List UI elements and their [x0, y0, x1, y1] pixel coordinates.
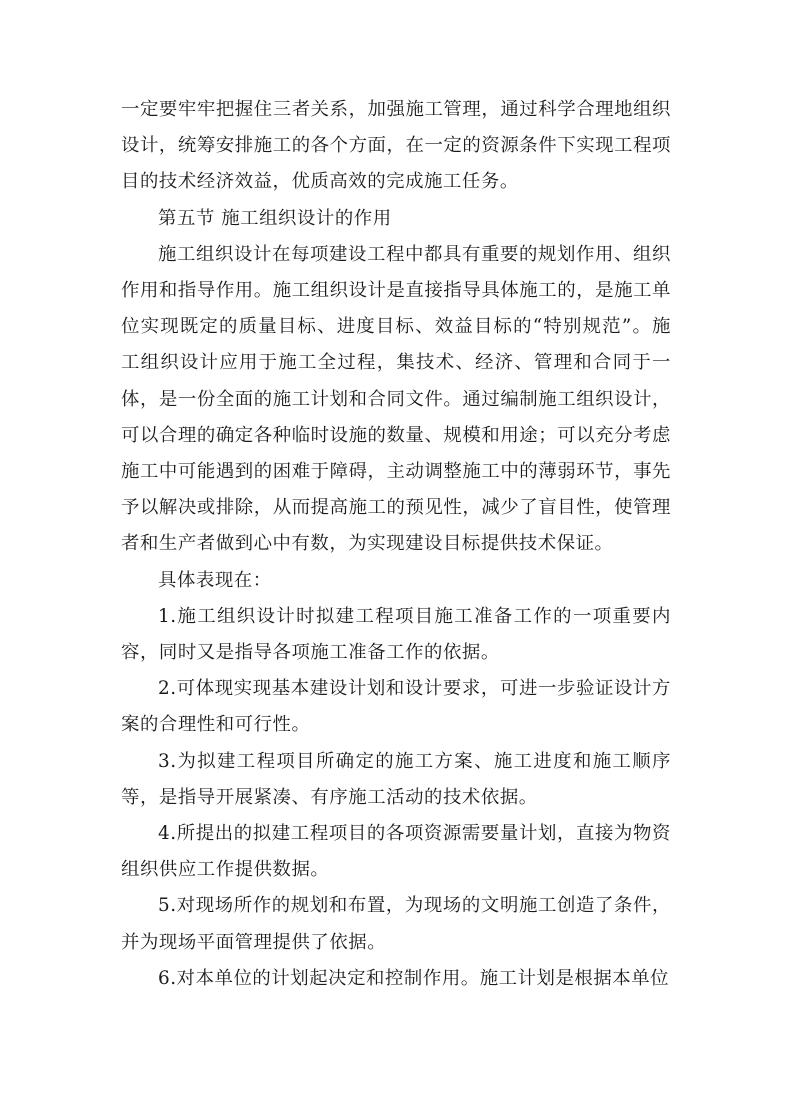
paragraph-continuation: 一定要牢牢把握住三者关系，加强施工管理，通过科学合理地组织设计，统筹安排施工的各个方面，在一定的资源条件下实现工程项目的技术经济效益，优质高效的完成施工任务。	[121, 99, 671, 193]
list-item-3: 3.为拟建工程项目所确定的施工方案、施工进度和施工顺序等，是指导开展紧凑、有序施工活动的技术依据。	[121, 750, 671, 808]
list-item-4: 4.所提出的拟建工程项目的各项资源需要量计划，直接为物资组织供应工作提供数据。	[121, 823, 671, 881]
document-body	[121, 92, 671, 997]
list-item-5: 5.对现场所作的规划和布置，为现场的文明施工创造了条件，并为现场平面管理提供了依据。	[121, 895, 671, 953]
paragraph-role: 施工组织设计在每项建设工程中都具有重要的规划作用、组织作用和指导作用。施工组织设计是直接指导具体施工的，是施工单位实现既定的质量目标、进度目标、效益目标的“特别规范”。施工组织设计应用于施工全过程，集技术、经济、管理和合同于一体，是一份全面的施工计划和合同文件。通过编制施工组织设计，可以合理的确定各种临时设施的数量、规模和用途；可以充分考虑施工中可能遇到的困难于障碍，主动调整施工中的薄弱环节，事先予以解决或排除，从而提高施工的预见性，减少了盲目性，使管理者和生产者做到心中有数，为实现建设目标提供技术保证。	[121, 243, 671, 555]
list-item-2: 2.可体现实现基本建设计划和设计要求，可进一步验证设计方案的合理性和可行性。	[121, 678, 671, 736]
section-heading: 第五节 施工组织设计的作用	[158, 207, 392, 229]
paragraph-intro-list: 具体表现在：	[158, 569, 272, 591]
list-item-1: 1.施工组织设计时拟建工程项目施工准备工作的一项重要内容，同时又是指导各项施工准备工作的依据。	[121, 605, 671, 664]
list-item-6: 6.对本单位的计划起决定和控制作用。施工计划是根据本单位	[158, 967, 670, 989]
